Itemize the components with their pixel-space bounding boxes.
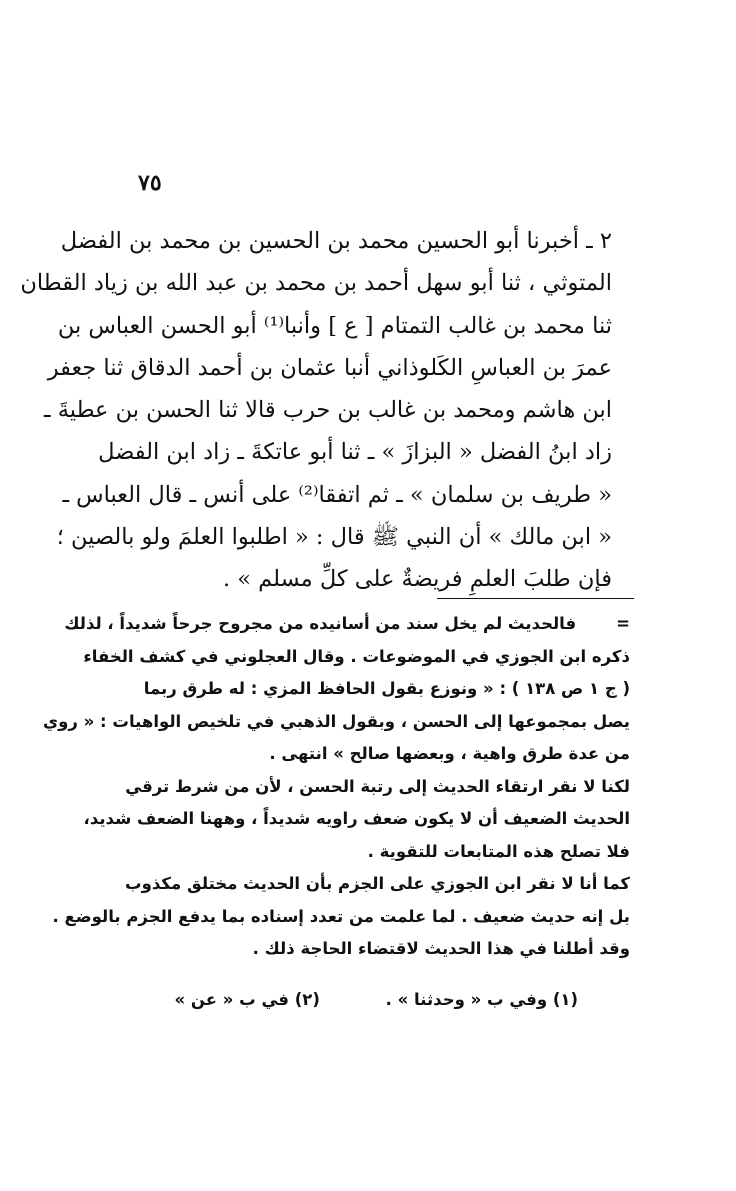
footnote-text: فالحديث لم يخل سند من أسانيده من مجروح جرحاً شديداً ، لذلك (64, 614, 577, 633)
footnote-line: وقد أطلنا في هذا الحديث لاقتضاء الحاجة ذلك . (252, 939, 630, 958)
text-line: المتوثي ، ثنا أبو سهل أحمد بن محمد بن عبد الله بن زياد القطان (20, 270, 612, 297)
footnote-line: يصل بمجموعها إلى الحسن ، وبقول الذهبي في تلخيص الواهيات : « روي (43, 711, 630, 731)
footnote-line: ذكره ابن الجوزي في الموضوعات . وقال العجلوني في كشف الخفاء (83, 646, 630, 666)
hadith-text (20, 220, 612, 601)
text-line: عمرَ بن العباسِ الكَلوذاني أنبا عثمان بن أحمد الدقاق ثنا جعفر (47, 354, 612, 381)
footnote-divider (437, 598, 634, 599)
text-line: « ابن مالك » أن النبي ﷺ قال : « اطلبوا العلمَ ولو بالصين ؛ (56, 524, 612, 551)
page-number: ٧٥ (138, 170, 162, 196)
footnotes-block (43, 608, 630, 966)
footnote-line: ( ج ١ ص ١٣٨ ) : « ونوزع بقول الحافظ المزي : له طرق ربما (143, 679, 630, 698)
footnote-line: فلا تصلح هذه المتابعات للتقوية . (367, 841, 630, 861)
footnote-line: كما أنا لا نقر ابن الجوزي على الجزم بأن الحديث مختلق مكذوب (125, 874, 630, 893)
text-line: فإن طلبَ العلمِ فريضةٌ على كلِّ مسلم » . (222, 566, 612, 593)
text-line: ٢ ـ أخبرنا أبو الحسين محمد بن الحسين بن محمد بن الفضل (60, 228, 612, 254)
endnote-1: (١) وفي ب « وحدثنا » . (385, 990, 578, 1009)
footnote-line: الحديث الضعيف أن لا يكون ضعف راويه شديداً ، وههنا الضعف شديد، (83, 809, 630, 828)
text-line: زاد ابنُ الفضل « البزازَ » ـ ثنا أبو عاتكةَ ـ زاد ابن الفضل (98, 439, 612, 466)
endnote-2: (٢) في ب « عن » (174, 990, 320, 1009)
endnotes (174, 990, 578, 1009)
continuation-marker: = (616, 614, 630, 633)
footnote-line (64, 608, 630, 641)
text-line: ثنا محمد بن غالب التمتام [ ع ] وأنبا⁽¹⁾ أبو الحسن العباس بن (57, 312, 612, 339)
footnote-line: من عدة طرق واهية ، وبعضها صالح » انتهى . (269, 744, 630, 763)
footnote-line: بل إنه حديث ضعيف . لما علمت من تعدد إسناده بما يدفع الجزم بالوضع . (52, 906, 630, 926)
text-line: « طريف بن سلمان » ـ ثم اتفقا⁽²⁾ على أنس ـ قال العباس ـ (62, 481, 612, 508)
footnote-line: لكنا لا نقر ارتقاء الحديث إلى رتبة الحسن ، لأن من شرط ترقي (125, 776, 630, 796)
text-line: ابن هاشم ومحمد بن غالب بن حرب قالا ثنا الحسن بن عطيةَ ـ (43, 397, 612, 424)
